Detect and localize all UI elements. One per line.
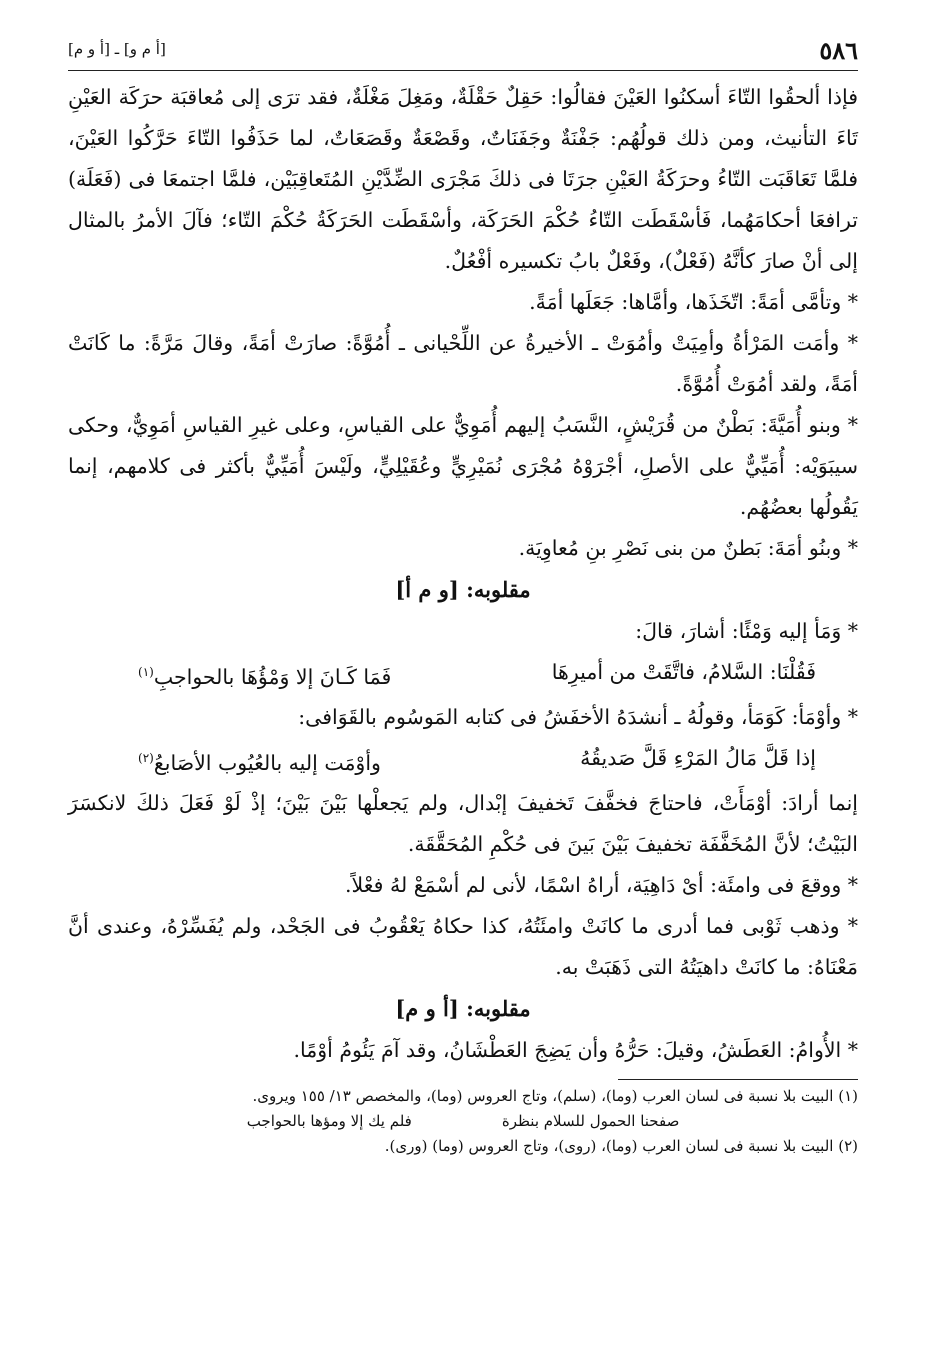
footnotes [68,1084,858,1159]
paragraph: * الأُوامُ: العَطَشُ، وقيلَ: حَرُّهُ وأن يَضِجَ العَطْشَانُ، وقد آمَ يَئُومُ أوْمًا. [293,1037,858,1062]
footnote-marker: (٢) [138,750,154,765]
page-header [68,30,858,71]
page-number: ٥٨٦ [819,36,858,65]
paragraph: * وأمَت المَرْأةُ وأمِيَتْ وأمُوَتْ ـ الأخيرةُ عن اللِّحْيانى ـ أُمُوَّةً: صارَتْ أمَةً، وقالَ مَرَّةً: ما كَانَتْ أمَةً، ولقد أمُوَتْ أُمُوَّةً. [68,331,858,396]
verse-text: فَمَا كَـانَ إلا وَمْؤُهَا بالحواجبِ [153,664,392,689]
verse-hemistich: فَقُلْنَا: السَّلامُ، فاتَّقَتْ من أميرِهَا [551,660,816,684]
footnote: (١) البيت بلا نسبة فى لسان العرب (وما)، (سلم)، وتاج العروس (وما)، والمخصص ١٣/ ١٥٥ ويروى. [252,1086,858,1105]
paragraph: * وبنو أُمَيَّةَ: بَطْنٌ من قُرَيْشٍ، النَّسَبُ إليهم أُمَوِيٌّ على القياسِ، وعلى غيرِ القياسِ أمَوِيٌّ، وحكى سيبَوَيْه: أُمَيِّيٌّ على الأصلِ، أجْرَوْهُ مُجْرَى نُمَيْرِيٍّ وعُقَيْلِيٍّ، ولَيْسَ أُمَيِّيٌّ بأكثر فى كلامهم، إنما يَقُولُها بعضُهُم. [68,413,858,519]
section-heading: مقلوبه: [أ و م] [395,995,531,1021]
paragraph: * وأوْمَأ: كَوَمَأ، وقولُهُ ـ أنشدَهُ الأخفَشُ فى كتابه المَوسُوم بالقَوَافى: [298,704,858,729]
verse-line [68,652,858,697]
footnote-marker: (١) [138,665,154,679]
dictionary-page [68,30,858,1350]
verse-hemistich: صفحنا الحمول للسلام بنظرة [501,1111,680,1130]
footnote-divider [618,1079,858,1080]
paragraph: فإذا ألحقُوا التّاءَ أسكنُوا العَيْنَ فقالُوا: حَقِلٌ حَقْلَةٌ، ومَغِلَ مَغْلَةٌ، فقد ترَى إلى مُعاقبَة حرَكَة العَيْنِ تَاءَ التأنيث، ومن ذلك قولُهُم: جَفْنَةٌ وجَفَنَاتٌ، وقَصْعَةٌ وقَصَعَاتٌ، لما حَذَفُوا التّاءَ حَرَّكُوا العَيْنَ، فلمَّا تَعَاقَبَت التّاءُ وحرَكَةُ العَيْنِ جرَتَا فى ذلكَ مَجْرَى الضِّدَّيْنِ المُتَعاقِبَيْن، فلمَّا اجتمعَا فى (فَعَلَة) ترافعَا أحكامَهُما، فَأسْقَطَت التّاءُ حُكْمَ الحَرَكَة، وأسْقَطَت الحَرَكَةُ حُكْمَ التّاء؛ فآلَ الأمرُ بالمثال إلى أنْ صارَ كأنَّهُ (فَعْلٌ)، وفَعْلٌ بابُ تكسيره أفْعُلٌ. [68,85,858,273]
verse-hemistich [138,738,381,783]
paragraph: * وتأمَّى أمَةً: اتّخَذَها، وأمَّاها: جَعَلَها أمَةً. [529,290,858,314]
verse-hemistich: فلم يك إلا ومؤها بالحواجب [246,1111,412,1130]
verse-text: وأوْمَت إليه بالعُيُوب الأصَابعُ [153,750,381,775]
verse-hemistich [138,652,391,697]
entry-body [68,77,858,1071]
paragraph: إنما أرادَ: أوْمَأَتْ، فاحتاجَ فخفَّفَ تَخفيفَ إبْدال، ولم يَجعلْها بَيْنَ بَيْنَ؛ إذْ لَوْ فَعَلَ ذلكَ لانكسَرَ البَيْتُ؛ لأنَّ المُخَفَّفَة تخفيفَ بَيْنَ بَينَ فى حُكْمِ المُحَقَّقَة. [68,790,858,856]
paragraph: * وَمَأ إليه وَمْئًا: أشارَ، قالَ: [635,619,858,643]
paragraph: * وبنُو أمَةَ: بَطنٌ من بنى نَصْرِ بنِ مُعاوِيَة. [518,536,858,560]
section-heading: مقلوبه: [و م أ] [395,577,531,602]
verse-line [68,738,858,783]
running-title: [أ م و] ـ [أ و م] [68,40,166,58]
footnote-verse [68,1109,858,1134]
paragraph: * ووقعَ فى وامئَة: أىْ دَاهِيَة، أراهُ اسْمًا، لأنى لم أسْمَعْ لهُ فعْلاً. [345,872,858,897]
footnote: (٢) البيت بلا نسبة فى لسان العرب (وما)، (روى)، وتاج العروس (وما) (ورى). [384,1136,858,1155]
paragraph: * وذهب ثَوْبى فما أدرى ما كانَتْ وامئَتُهُ، كذا حكاهُ يَعْقُوبُ فى الجَحْد، ولم يُفَسِّرْهُ، وعندى أنَّ مَعْنَاهُ: ما كانَتْ داهيَتُهُ التى ذَهَبَتْ به. [68,913,858,979]
verse-hemistich: إذا قَلَّ مَالُ المَرْءِ قَلَّ صَديقُهُ [580,745,816,770]
